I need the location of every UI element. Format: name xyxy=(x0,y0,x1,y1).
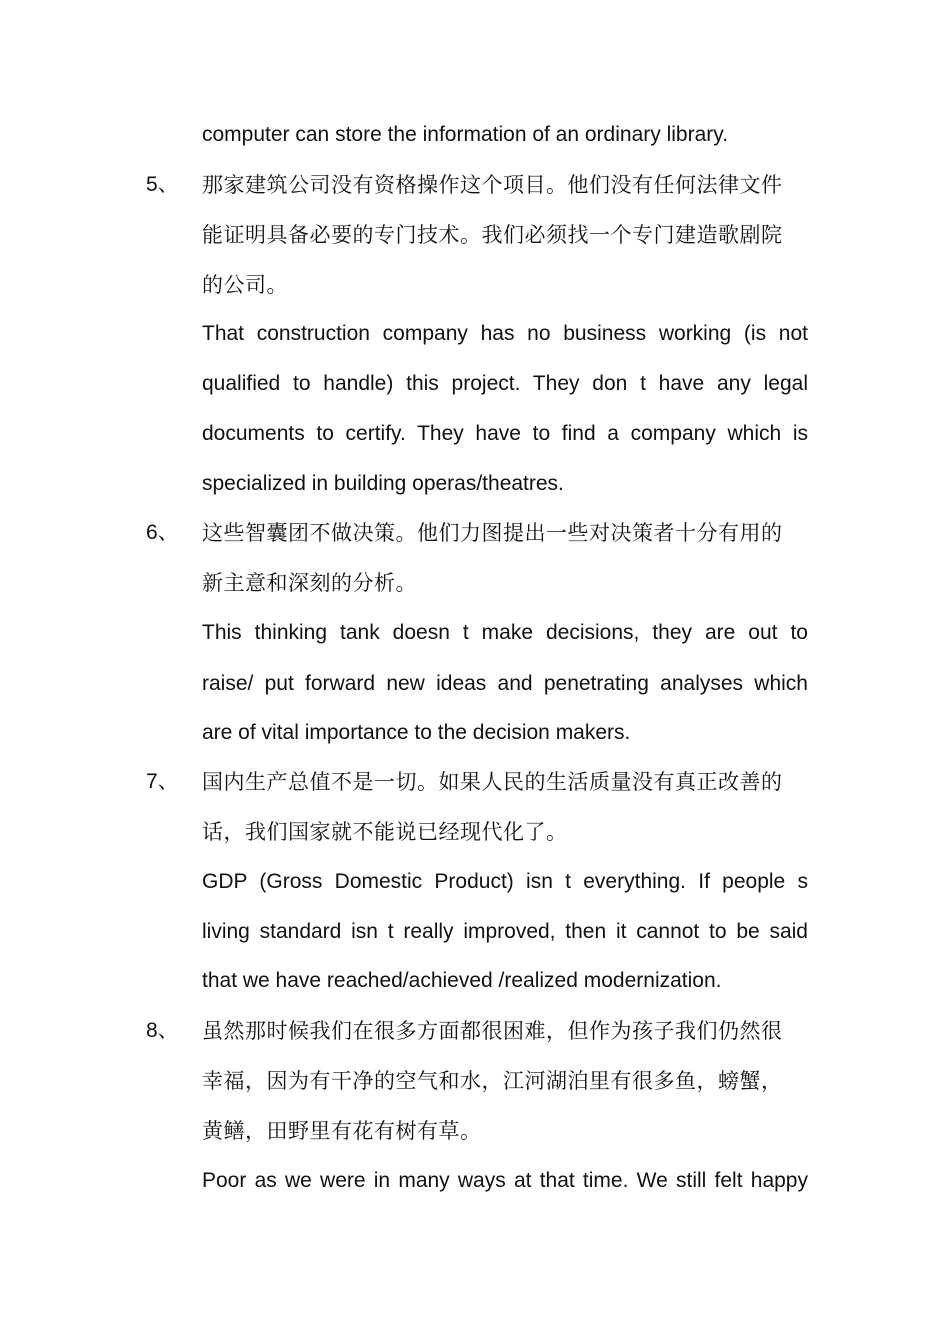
item-number-6: 6、 xyxy=(146,521,179,544)
chinese-sentence-line: 幸福，因为有干净的空气和水，江河湖泊里有很多鱼，螃蟹， xyxy=(202,1069,783,1093)
chinese-sentence-line: 那家建筑公司没有资格操作这个项目。他们没有任何法律文件 xyxy=(202,173,783,197)
chinese-sentence-line: 的公司。 xyxy=(202,273,288,297)
chinese-sentence-line: 新主意和深刻的分析。 xyxy=(202,571,417,595)
chinese-sentence-line: 黄鳝，田野里有花有树有草。 xyxy=(202,1119,482,1143)
english-translation-line: This thinking tank doesn t make decisions, they are out to xyxy=(202,621,808,644)
chinese-sentence-line: 这些智囊团不做决策。他们力图提出一些对决策者十分有用的 xyxy=(202,521,783,545)
english-translation-line: are of vital importance to the decision makers. xyxy=(202,721,631,744)
english-translation-line: living standard isn t really improved, then it cannot to be said xyxy=(202,920,808,943)
item-number-8: 8、 xyxy=(146,1019,179,1042)
english-translation-line: qualified to handle) this project. They don t have any legal xyxy=(202,372,808,395)
english-translation-line: That construction company has no business working (is not xyxy=(202,322,808,345)
chinese-sentence-line: 虽然那时候我们在很多方面都很困难，但作为孩子我们仍然很 xyxy=(202,1019,783,1043)
paragraph-line: computer can store the information of an ordinary library. xyxy=(202,123,729,146)
english-translation-line: Poor as we were in many ways at that time. We still felt happy xyxy=(202,1169,808,1192)
item-number-7: 7、 xyxy=(146,770,179,793)
chinese-sentence-line: 话，我们国家就不能说已经现代化了。 xyxy=(202,820,568,844)
english-translation-line: specialized in building operas/theatres. xyxy=(202,472,564,495)
item-number-5: 5、 xyxy=(146,173,179,196)
chinese-sentence-line: 能证明具备必要的专门技术。我们必须找一个专门建造歌剧院 xyxy=(202,223,783,247)
english-translation-line: documents to certify. They have to find a company which is xyxy=(202,422,808,445)
english-translation-line: GDP (Gross Domestic Product) isn t everything. If people s xyxy=(202,870,808,893)
chinese-sentence-line: 国内生产总值不是一切。如果人民的生活质量没有真正改善的 xyxy=(202,770,783,794)
english-translation-line: raise/ put forward new ideas and penetrating analyses which xyxy=(202,672,808,695)
english-translation-line: that we have reached/achieved /realized modernization. xyxy=(202,969,722,992)
